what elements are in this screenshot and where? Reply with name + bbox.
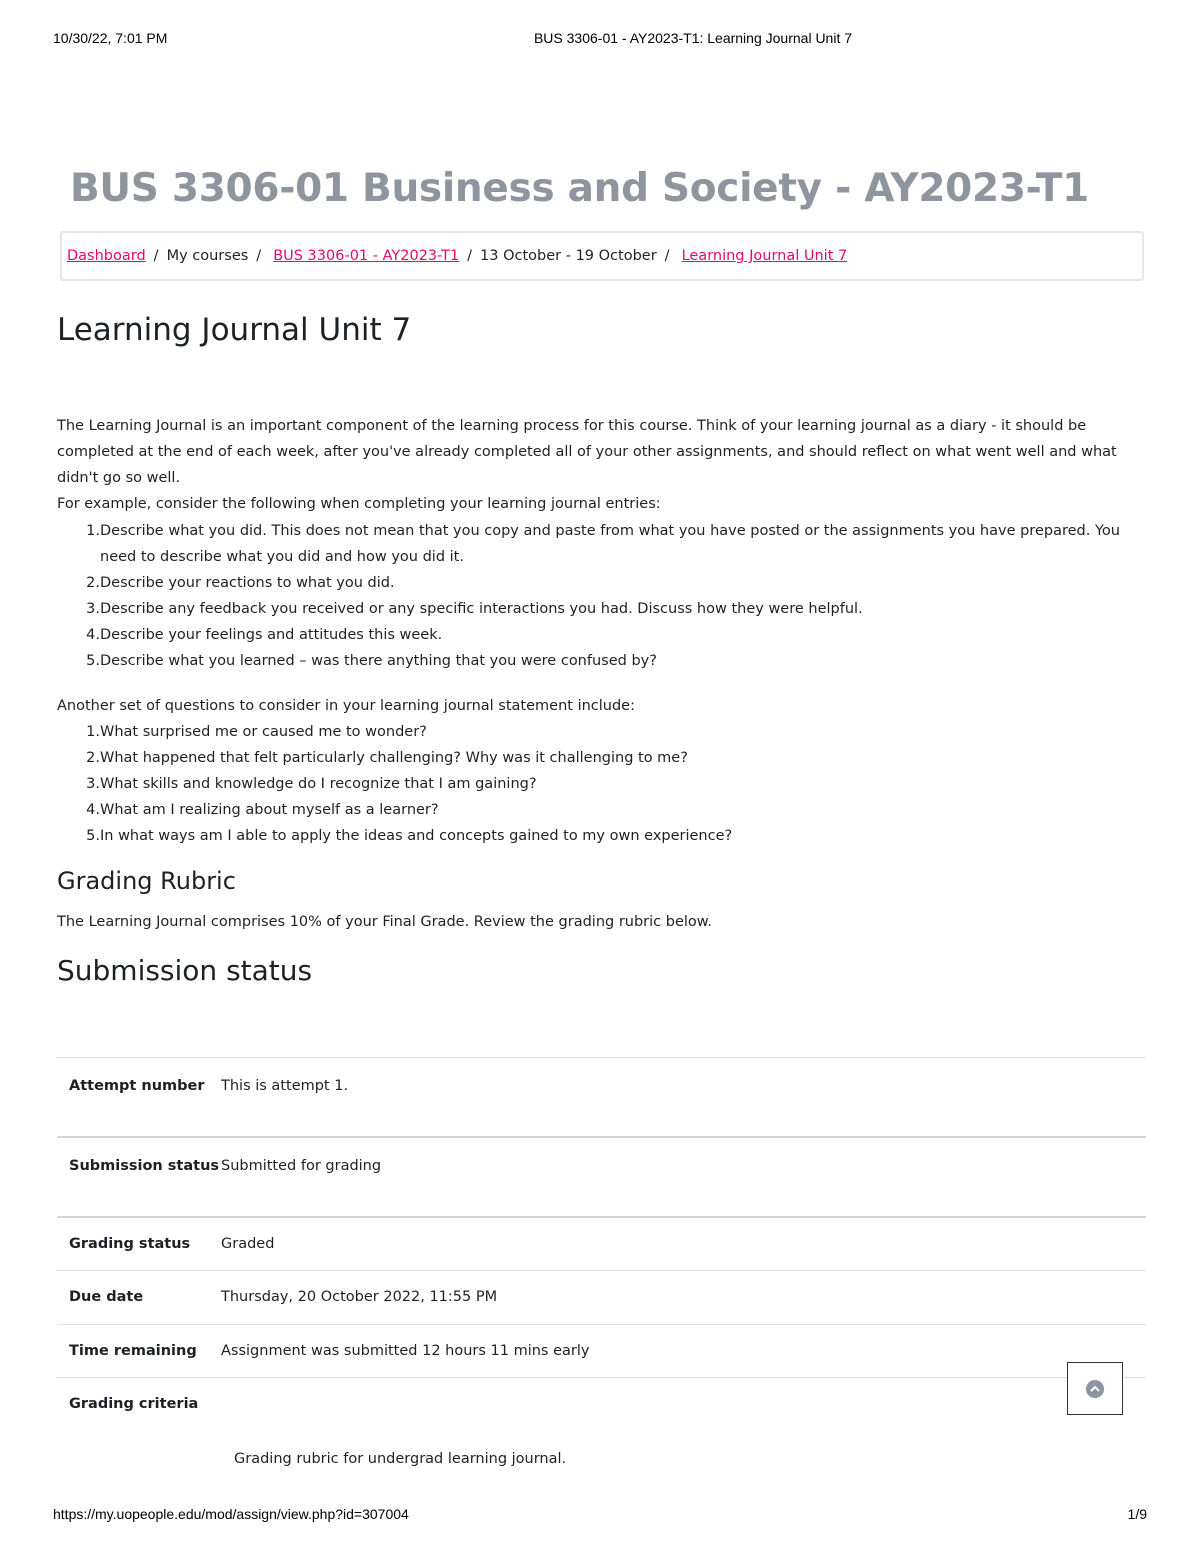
print-page-number: 1/9 [1127, 1506, 1147, 1522]
list-item [57, 823, 1152, 849]
breadcrumb-separator: / [153, 248, 159, 264]
submission-status-table [57, 1057, 1146, 1471]
course-title: BUS 3306-01 Business and Society - AY2023-T1 [70, 166, 1089, 211]
row-key: Submission status [69, 1158, 220, 1174]
breadcrumb-my-courses: My courses [166, 248, 249, 264]
list-text: What am I realizing about myself as a learner? [100, 802, 439, 818]
intro-text: The Learning Journal is an important component of the learning process for this course. Think of your learning journal as a diary - it should be completed at the end of each week, after you've already completed all of your other assignments, and should reflect on what went well and what didn't go so well. [57, 418, 1117, 486]
questions-intro: Another set of questions to consider in your learning journal statement include: [57, 698, 635, 714]
list-number: 3. [86, 776, 100, 792]
table-row [57, 1058, 1146, 1138]
row-key: Grading criteria [69, 1396, 199, 1412]
row-value: Thursday, 20 October 2022, 11:55 PM [221, 1289, 498, 1305]
rubric-caption: Grading rubric for undergrad learning journal. [234, 1451, 567, 1467]
list-item [57, 797, 1152, 823]
list-number: 4. [86, 802, 100, 818]
questions-list [57, 719, 1152, 849]
list-text: What happened that felt particularly challenging? Why was it challenging to me? [100, 750, 688, 766]
page-title: Learning Journal Unit 7 [57, 312, 412, 348]
row-key: Grading status [69, 1236, 191, 1252]
breadcrumb-week: 13 October - 19 October [480, 248, 657, 264]
list-item [57, 745, 1152, 771]
table-row [57, 1325, 1146, 1378]
chevron-up-icon [1086, 1380, 1104, 1398]
list-text: Describe your feelings and attitudes this week. [100, 627, 443, 643]
list-text: Describe what you learned – was there anything that you were confused by? [100, 653, 657, 669]
list-number: 1. [86, 523, 100, 539]
breadcrumb-separator: / [467, 248, 473, 264]
table-row [57, 1218, 1146, 1271]
list-item [57, 518, 1152, 570]
list-text: Describe what you did. This does not mean that you copy and paste from what you have posted or the assignments you have prepared. You need to describe what you did and how you did it. [100, 523, 1120, 565]
list-text: What surprised me or caused me to wonder? [100, 724, 427, 740]
list-number: 1. [86, 724, 100, 740]
row-value: Assignment was submitted 12 hours 11 mins early [221, 1343, 590, 1359]
back-to-top-button[interactable] [1067, 1362, 1123, 1415]
list-text: Describe any feedback you received or any specific interactions you had. Discuss how they were helpful. [100, 601, 863, 617]
list-number: 3. [86, 601, 100, 617]
row-key: Time remaining [69, 1343, 197, 1359]
grading-rubric-text: The Learning Journal comprises 10% of your Final Grade. Review the grading rubric below. [57, 914, 712, 930]
row-value: Submitted for grading [221, 1158, 382, 1174]
table-row [57, 1378, 1146, 1471]
list-number: 5. [86, 828, 100, 844]
intro-paragraph [57, 413, 1147, 517]
table-row [57, 1271, 1146, 1325]
print-datetime: 10/30/22, 7:01 PM [53, 30, 168, 46]
breadcrumb-separator: / [664, 248, 670, 264]
list-text: In what ways am I able to apply the ideas and concepts gained to my own experience? [100, 828, 733, 844]
print-url: https://my.uopeople.edu/mod/assign/view.php?id=307004 [53, 1506, 409, 1522]
breadcrumb-dashboard-link[interactable]: Dashboard [67, 248, 146, 264]
list-item [57, 622, 1152, 648]
list-item [57, 771, 1152, 797]
row-value: Graded [221, 1236, 275, 1252]
breadcrumb-separator: / [256, 248, 262, 264]
list-item [57, 570, 1152, 596]
grading-rubric-heading: Grading Rubric [57, 867, 236, 895]
reflection-list [57, 518, 1152, 674]
list-item [57, 719, 1152, 745]
table-row [57, 1138, 1146, 1218]
row-value: This is attempt 1. [221, 1078, 349, 1094]
list-item [57, 648, 1152, 674]
intro-example: For example, consider the following when completing your learning journal entries: [57, 496, 661, 512]
print-doc-title: BUS 3306-01 - AY2023-T1: Learning Journal Unit 7 [533, 30, 853, 46]
list-item [57, 596, 1152, 622]
list-number: 2. [86, 575, 100, 591]
breadcrumb [60, 231, 1144, 281]
row-key: Due date [69, 1289, 144, 1305]
submission-status-heading: Submission status [57, 954, 313, 987]
list-number: 2. [86, 750, 100, 766]
breadcrumb-current-link[interactable]: Learning Journal Unit 7 [681, 248, 848, 264]
list-text: Describe your reactions to what you did. [100, 575, 395, 591]
list-text: What skills and knowledge do I recognize that I am gaining? [100, 776, 537, 792]
row-key: Attempt number [69, 1078, 205, 1094]
list-number: 5. [86, 653, 100, 669]
list-number: 4. [86, 627, 100, 643]
breadcrumb-course-link[interactable]: BUS 3306-01 - AY2023-T1 [273, 248, 460, 264]
